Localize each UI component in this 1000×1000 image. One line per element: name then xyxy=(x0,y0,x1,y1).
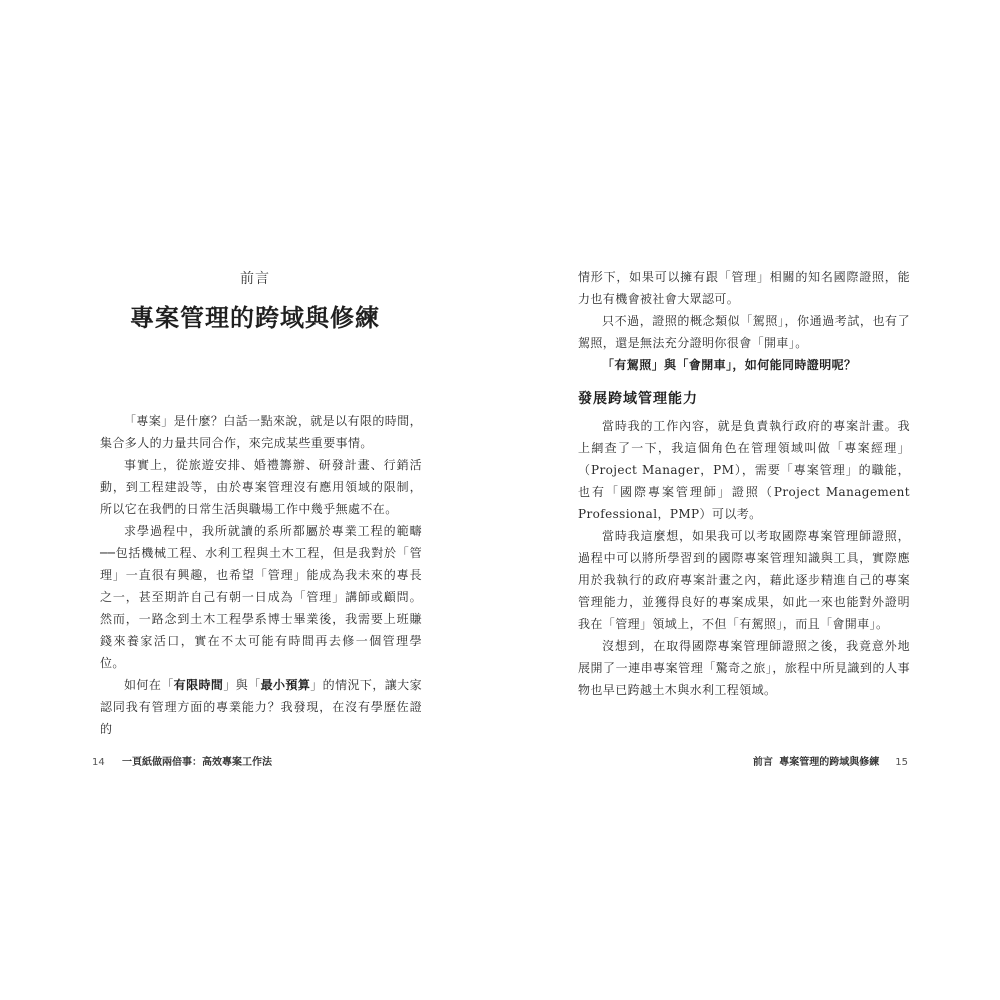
text-run: 如何在「 xyxy=(124,678,174,692)
chapter-title: 專案管理的跨域與修練 xyxy=(130,304,380,332)
text-run: 」的情況下，讓大家認同我有管理方面的專業能力？我發現，在沒有學歷佐證的 xyxy=(100,678,422,736)
paragraph: 當時我這麼想，如果我可以考取國際專案管理師證照，過程中可以將所學習到的國際專案管理知識與工具，實際應用於我執行的政府專案計畫之內，藉此逐步精進自己的專案管理能力，並獲得良好的專案成果，如此一來也能對外證明我在「管理」領域上，不但「有駕照」，而且「會開車」。 xyxy=(578,529,910,631)
right-body-text-top xyxy=(578,266,910,376)
bold-question: 「有駕照」與「會開車」，如何能同時證明呢？ xyxy=(602,358,857,372)
right-body-text-bottom xyxy=(578,415,910,701)
right-page-footer xyxy=(753,753,908,768)
text-run: 」與「 xyxy=(223,678,261,692)
right-page xyxy=(500,0,1000,1000)
footer-label: 前言 xyxy=(752,757,773,768)
left-page-footer xyxy=(92,753,272,768)
page-number: 14 xyxy=(92,757,105,768)
book-title: 一頁紙做兩倍事：高效專案工作法 xyxy=(122,757,272,768)
left-body-text xyxy=(100,410,422,740)
paragraph: 「專案」是什麼？白話一點來說，就是以有限的時間，集合多人的力量共同合作，來完成某些重要事情。 xyxy=(100,414,422,450)
emphasis-text: 最小預算 xyxy=(260,678,311,692)
chapter-kicker: 前言 xyxy=(240,271,270,287)
paragraph xyxy=(100,674,422,740)
emphasis-text: 有限時間 xyxy=(173,678,224,692)
paragraph: 當時我的工作內容，就是負責執行政府的專案計畫。我上網查了一下，我這個角色在管理領域叫做「專案經理」（Project Manager，PM），需要「專案管理」的職能，也有「國際專案管理師」證照（Project Management Professional，PMP）可以考。 xyxy=(578,419,910,521)
page-number: 15 xyxy=(895,757,908,768)
paragraph: 求學過程中，我所就讀的系所都屬於專業工程的範疇──包括機械工程、水利工程與土木工程，但是我對於「管理」一直很有興趣，也希望「管理」能成為我未來的專長之一，甚至期許自己有朝一日成為「管理」講師或顧問。然而，一路念到土木工程學系博士畢業後，我需要上班賺錢來養家活口，實在不太可能有時間再去修一個管理學位。 xyxy=(100,524,422,670)
paragraph: 只不過，證照的概念類似「駕照」，你通過考試，也有了駕照，還是無法充分證明你很會「開車」。 xyxy=(578,314,910,350)
chapter-title-footer: 專案管理的跨域與修練 xyxy=(779,757,880,768)
paragraph: 事實上，從旅遊安排、婚禮籌辦、研發計畫、行銷活動，到工程建設等，由於專案管理沒有應用領域的限制，所以它在我們的日常生活與職場工作中幾乎無處不在。 xyxy=(100,458,422,516)
section-heading: 發展跨域管理能力 xyxy=(578,391,698,407)
paragraph: 情形下，如果可以擁有跟「管理」相關的知名國際證照，能力也有機會被社會大眾認可。 xyxy=(578,270,910,306)
paragraph: 沒想到，在取得國際專案管理師證照之後，我竟意外地展開了一連串專案管理「驚奇之旅」，旅程中所見識到的人事物也早已跨越土木與水利工程領域。 xyxy=(578,639,910,697)
